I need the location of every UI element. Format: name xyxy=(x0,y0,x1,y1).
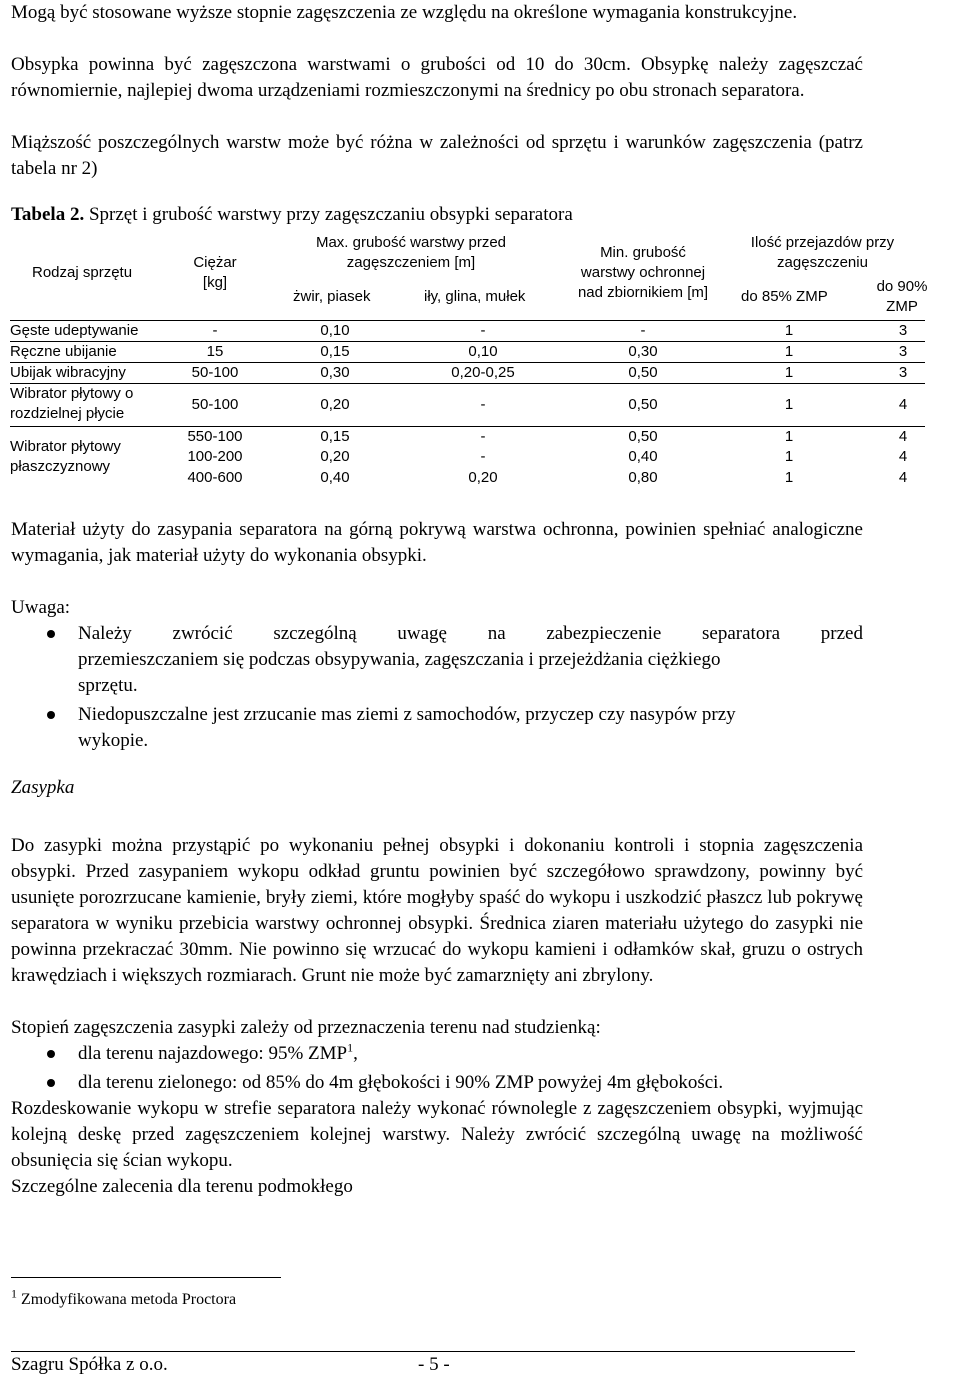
bullet-icon xyxy=(47,711,55,719)
intro-paragraph-2: Obsypka powinna być zagęszczona warstwami o grubości od 10 do 30cm. Obsypkę należy zagęszczać równomiernie, najlepiej dwoma urządzeniami rozmieszczonymi na średnicy po obu stronach separatora. xyxy=(11,54,863,101)
table-caption-text: Sprzęt i grubość warstwy przy zagęszczaniu obsypki separatora xyxy=(88,204,573,225)
footnote-number: 1 xyxy=(11,1286,17,1301)
header-90-zmp: do 90% ZMP xyxy=(876,278,928,315)
bullet-icon xyxy=(47,1079,55,1087)
footnote-ref: 1 xyxy=(347,1040,354,1055)
footer-company: Szagru Spółka z o.o. xyxy=(11,1354,168,1375)
equipment-table: Rodzaj sprzętu Ciężar [kg] Max. grubość warstwy przed zagęszczeniem [m] żwir, piasek iły, glina, mułek Min. grubość warstwy ochronnej nad zbiornikiem [m] Ilość przejazdów przy zagęszczeniu do 85% ZMP do 90% ZMP Gęste udeptywanie - 0,10 - - 1 3 Ręczne ubijanie 15 0,15 0,10 0,30 1 3 Ubijak wibracyjny 50-100 0,30 0,20-0,25 0,50 1 3 Wibrator płytowy o rozdzielnej płycie 50-100 0,20 - 0,50 1 4 Wibrator płytowy płaszczyznowy 550-100 100-200 400-600 0,15 0,20 0,40 - - 0,20 0,50 0,40 0,80 1 1 1 4 4 4 xyxy=(10,229,925,492)
bullet-icon xyxy=(47,1050,55,1058)
footer-page-number: - 5 - xyxy=(418,1354,450,1375)
footnote-separator xyxy=(11,1277,281,1278)
bullet-icon xyxy=(47,630,55,638)
footnote xyxy=(11,1286,237,1309)
backfill-paragraph-4: Szczególne zalecenia dla terenu podmokłego xyxy=(11,1176,353,1197)
header-passes: Ilość przejazdów przy zagęszczeniu xyxy=(750,234,895,271)
table-caption-label: Tabela 2. xyxy=(11,204,85,225)
row-divider xyxy=(10,383,925,384)
note-label: Uwaga: xyxy=(11,597,71,618)
section-title: Zasypka xyxy=(11,777,75,798)
backfill-paragraph-1: Do zasypki można przystąpić po wykonaniu pełnej obsypki i dokonaniu kontroli i stopnia zagęszczenia obsypki. Przed zasypaniem wykopu odkład gruntu powinien być szczegółowo sprawdzony, powinny być usunięte porozrzucane kamienie, bryły ziemi, które mogłyby spaść do wykopu i uszkodzić płaszcz lub pokrywę separatora w wyniku przebicia warstwy ochronnej obsypki. Średnica ziaren materiału użytego do zasypki nie powinna przekraczać 30mm. Nie powinno się wrzucać do wykopu kamieni i odłamków skał, gruzu o ostrych krawędziach i większych rozmiarach. Grunt nie może być zamarznięty ani zbrylony. xyxy=(11,835,863,986)
backfill-paragraph-2: Stopień zagęszczenia zasypki zależy od przeznaczenia terenu nad studzienką: xyxy=(11,1017,601,1038)
backfill-bullet-1: dla terenu najazdowego: 95% ZMP$^1$, xyxy=(11,1041,863,1067)
header-min-thickness: Min. grubość warstwy ochronnej nad zbiornikiem [m] xyxy=(577,244,709,301)
intro-paragraph-3: Miąższość poszczególnych warstw może być różna w zależności od sprzętu i warunków zagęszczenia (patrz tabela nr 2) xyxy=(11,132,863,179)
header-clay-silt: iły, glina, mułek xyxy=(424,288,526,305)
note-bullet-1: Należy zwrócić szczególną uwagę na zabezpieczenie separatora przed przemieszczaniem się podczas obsypywania, zagęszczania i przejeżdżania ciężkiego sprzętu. xyxy=(11,621,863,699)
backfill-paragraph-3: Rozdeskowanie wykopu w strefie separatora należy wykonać równolegle z zagęszczeniem obsypki, wyjmując kolejną deskę przed zagęszczeniem kolejnej warstwy. Należy zwrócić szczególną uwagę na możliwość obsunięcia się ścian wykopu. xyxy=(11,1098,863,1171)
header-85-zmp: do 85% ZMP xyxy=(741,288,828,305)
note-bullet-2: Niedopuszczalne jest zrzucanie mas ziemi z samochodów, przyczep czy nasypów przy wykopie. xyxy=(11,702,863,754)
table-caption xyxy=(11,204,573,226)
intro-paragraph-1: Mogą być stosowane wyższe stopnie zagęszczenia ze względu na określone wymagania konstrukcyjne. xyxy=(11,2,798,23)
header-equipment-type: Rodzaj sprzętu xyxy=(32,264,133,281)
header-weight: Ciężar [kg] xyxy=(193,254,237,291)
header-gravel-sand: żwir, piasek xyxy=(293,288,371,305)
backfill-bullet-2: dla terenu zielonego: od 85% do 4m głębokości i 90% ZMP powyżej 4m głębokości. xyxy=(11,1070,863,1096)
footnote-text: Zmodyfikowana metoda Proctora xyxy=(21,1291,237,1308)
after-table-paragraph: Materiał użyty do zasypania separatora na górną pokrywą warstwa ochronna, powinien spełniać analogiczne wymagania, jak materiał użyty do wykonania obsypki. xyxy=(11,519,863,566)
header-max-thickness: Max. grubość warstwy przed zagęszczeniem [m] xyxy=(315,234,507,271)
